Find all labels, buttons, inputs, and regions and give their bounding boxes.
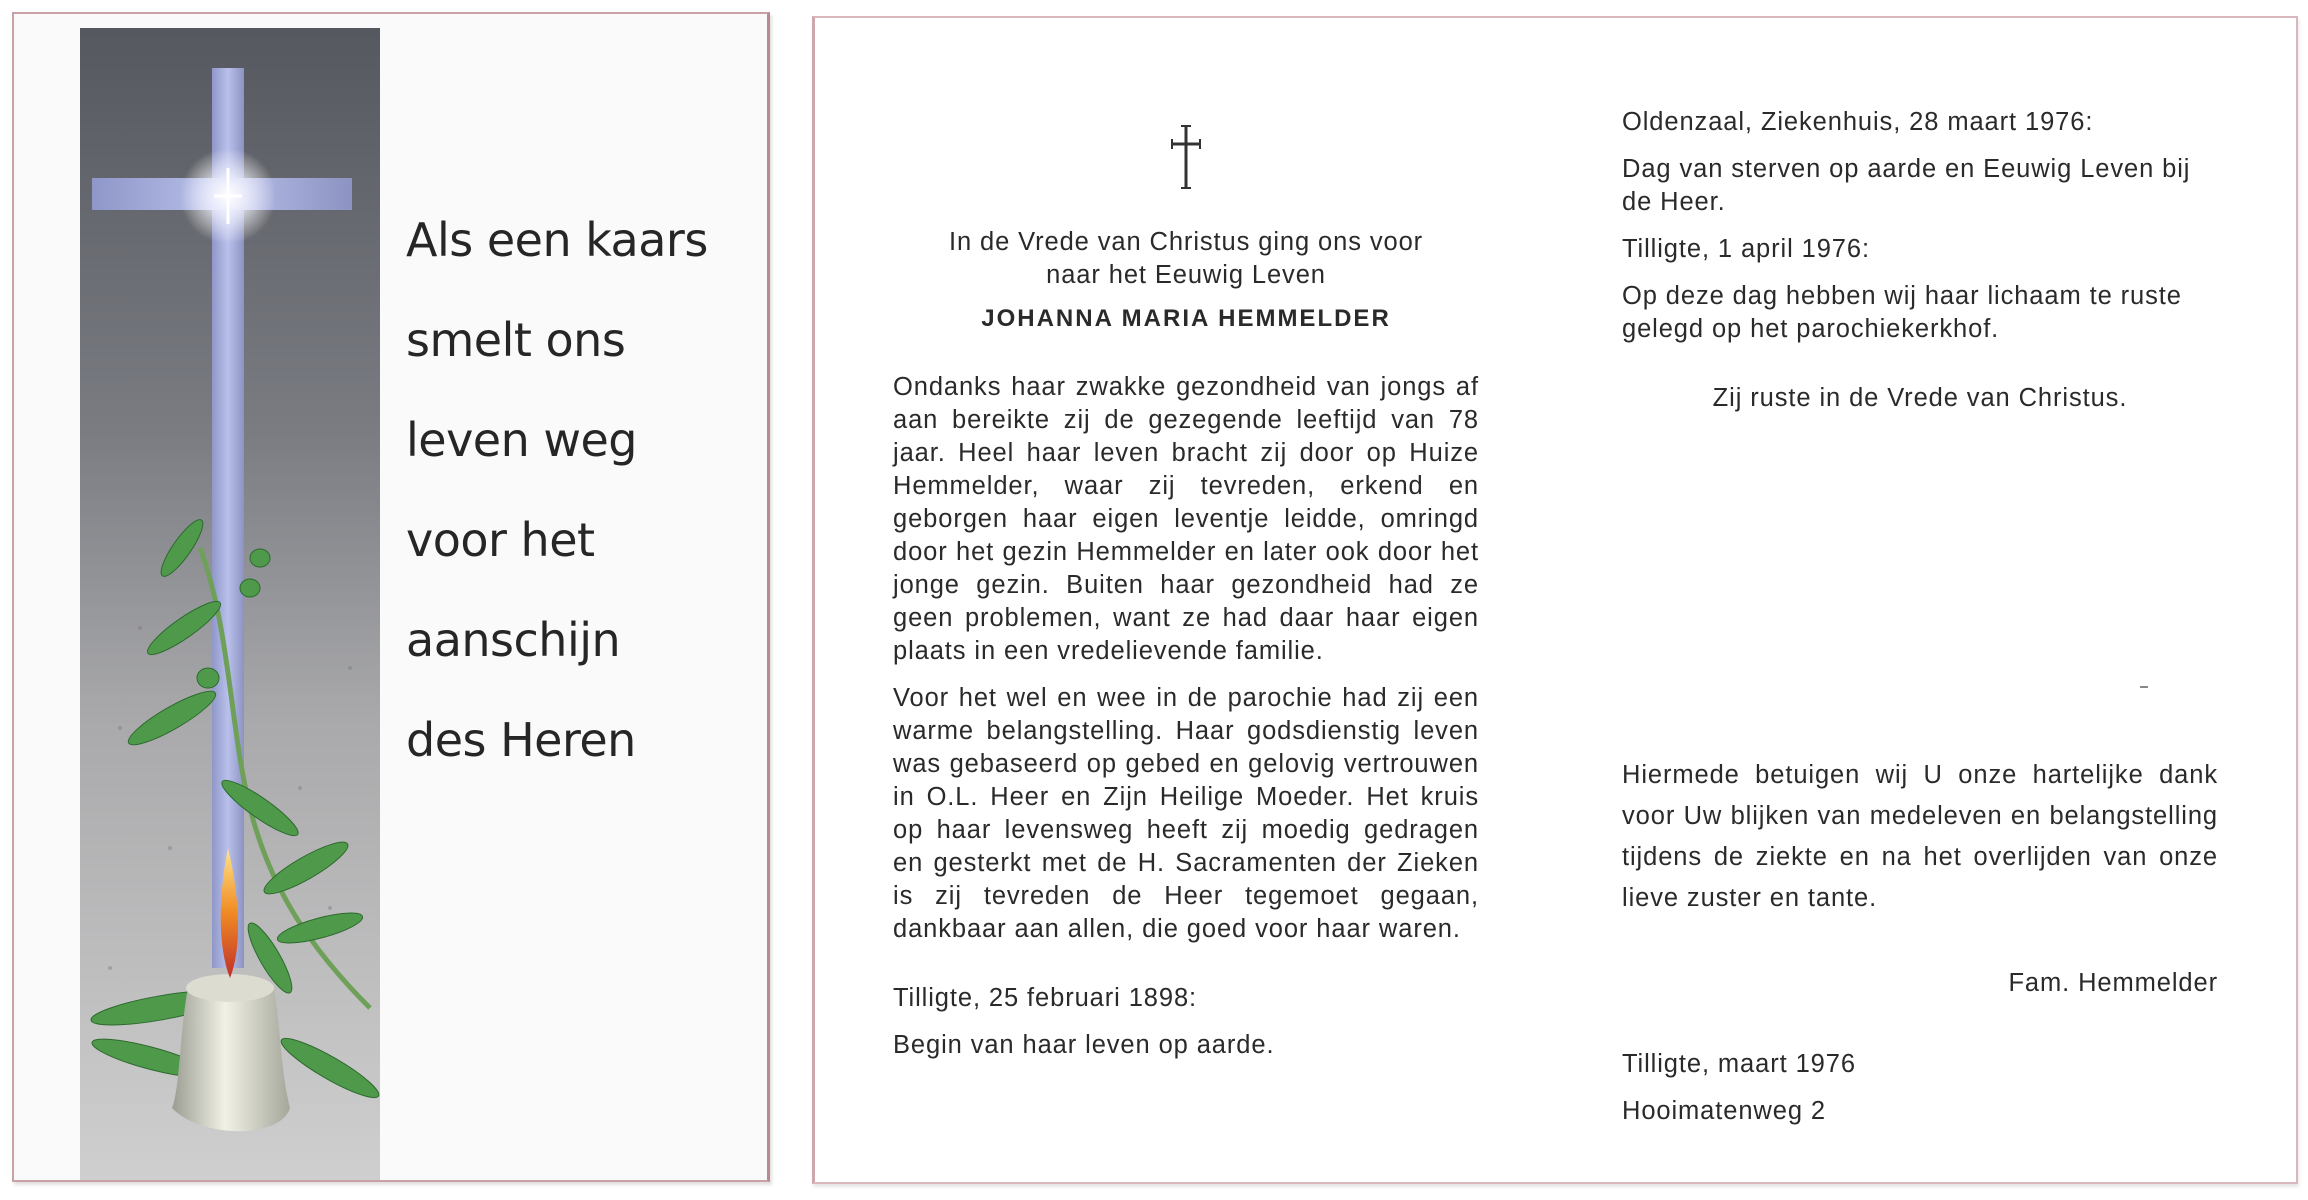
birth-place-date: Tilligte, 25 februari 1898:	[893, 984, 1198, 1012]
poem-line: des Heren	[406, 713, 636, 767]
left-column	[893, 108, 1479, 1062]
biography-paragraph: Ondanks haar zwakke gezondheid van jongs af aan bereikte zij de gezegende leeftijd van 78 jaar. Heel haar leven bracht zij door op Huize Hemmelder, waar zij tevreden, erkend en geborgen haar eigen leventje leidde, omringd door het gezin Hemmelder en later ook door het jonge gezin. Buiten haar gezondheid had ze geen problemen, want ze had daar haar eigen plaats in een vredelievende familie.	[893, 373, 1479, 665]
intro-line: naar het Eeuwig Leven	[1046, 261, 1326, 289]
poem-text	[406, 190, 766, 790]
poem-line: smelt ons	[406, 313, 626, 367]
death-text: Dag van sterven op aarde en Eeuwig Leven bij de Heer.	[1622, 155, 2191, 216]
divider-mark	[2140, 686, 2148, 688]
poem-line: leven weg	[406, 413, 638, 467]
card-inner	[812, 16, 2298, 1184]
burial-place-date: Tilligte, 1 april 1976:	[1622, 235, 1870, 263]
poem-line: Als een kaars	[406, 213, 708, 267]
poem-line: aanschijn	[406, 613, 621, 667]
cross-candle-illustration	[80, 28, 380, 1180]
address-line: Tilligte, maart 1976	[1622, 1050, 1856, 1078]
biography-paragraph: Voor het wel en wee in de parochie had zij een warme belangstelling. Haar godsdienstig leven was gebaseerd op gebed en gelovig vertrouwen in O.L. Heer en Zijn Heilige Moeder. Het kruis op haar levensweg heeft zij moedig gedragen en gesterkt met de H. Sacramenten der Zieken is zij tevreden de Heer tegemoet gegaan, dankbaar aan allen, die goed voor haar waren.	[893, 684, 1479, 943]
deceased-name: JOHANNA MARIA HEMMELDER	[981, 305, 1391, 332]
address-line: Hooimatenweg 2	[1622, 1097, 1826, 1125]
signature: Fam. Hemmelder	[2008, 969, 2218, 997]
cross-candle-icon	[80, 28, 380, 1180]
card-front	[12, 12, 770, 1182]
burial-text: Op deze dag hebben wij haar lichaam te ruste gelegd op het parochiekerkhof.	[1622, 282, 2182, 343]
thanks-paragraph: Hiermede betuigen wij U onze hartelijke dank voor Uw blijken van medeleven en belangstelling tijdens de ziekte en na het overlijden van onze lieve zuster en tante.	[1622, 761, 2218, 912]
death-place-date: Oldenzaal, Ziekenhuis, 28 maart 1976:	[1622, 108, 2094, 136]
cross-icon	[1168, 122, 1204, 192]
intro-line: In de Vrede van Christus ging ons voor	[948, 228, 1424, 256]
rest-line: Zij ruste in de Vrede van Christus.	[1712, 384, 2128, 412]
poem-line: voor het	[406, 513, 595, 567]
birth-text: Begin van haar leven op aarde.	[893, 1031, 1275, 1059]
right-column	[1622, 106, 2218, 1128]
